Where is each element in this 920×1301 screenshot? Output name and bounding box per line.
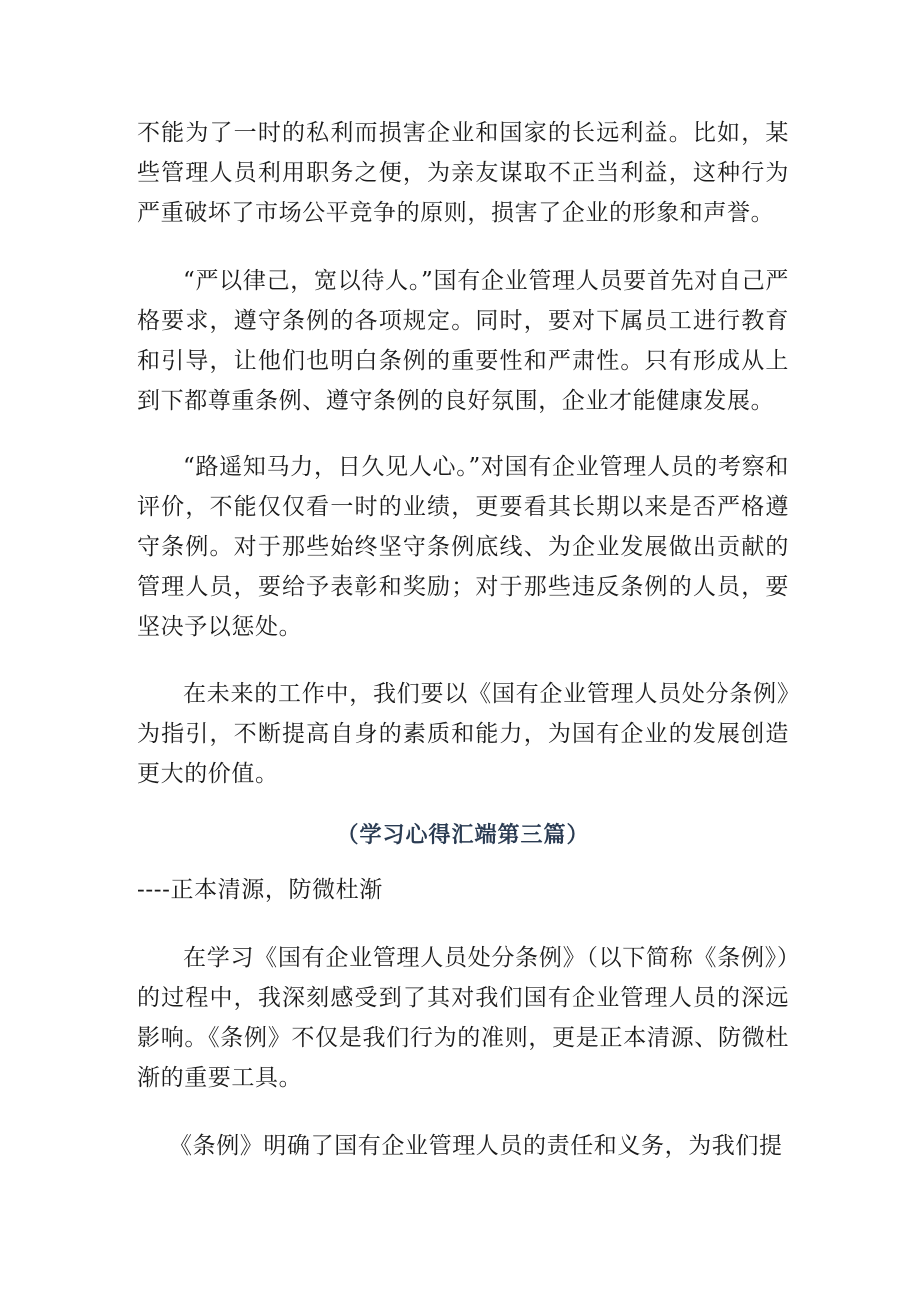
paragraph-2: “严以律己，宽以待人。”国有企业管理人员要首先对自己严格要求，遵守条例的各项规定。同时，要对下属员工进行教育和引导，让他们也明白条例的重要性和严肃性。只有形成从上到下都尊重条例、遵守条例的良好氛围，企业才能健康发展。	[137, 268, 789, 414]
document-body	[137, 113, 789, 1166]
paragraph-1: 不能为了一时的私利而损害企业和国家的长远利益。比如，某些管理人员利用职务之便，为亲友谋取不正当利益，这种行为严重破坏了市场公平竞争的原则，损害了企业的形象和声誉。	[137, 120, 789, 226]
paragraph-5: 在学习《国有企业管理人员处分条例》（以下简称《条例》）的过程中，我深刻感受到了其对我们国有企业管理人员的深远影响。《条例》不仅是我们行为的准则，更是正本清源、防微杜渐的重要工具。	[137, 945, 789, 1091]
paragraph-6: 《条例》明确了国有企业管理人员的责任和义务，为我们提	[169, 1133, 783, 1159]
paragraph-3: “路遥知马力，日久见人心。”对国有企业管理人员的考察和评价，不能仅仅看一时的业绩，更要看其长期以来是否严格遵守条例。对于那些始终坚守条例底线、为企业发展做出贡献的管理人员，要给予表彰和奖励；对于那些违反条例的人员，要坚决予以惩处。	[137, 454, 789, 640]
section-subtitle: ----正本清源，防微杜渐	[137, 877, 383, 903]
paragraph-4: 在未来的工作中，我们要以《国有企业管理人员处分条例》为指引，不断提高自身的素质和能力，为国有企业的发展创造更大的价值。	[137, 681, 789, 787]
section-heading: （学习心得汇端第三篇）	[336, 823, 590, 848]
